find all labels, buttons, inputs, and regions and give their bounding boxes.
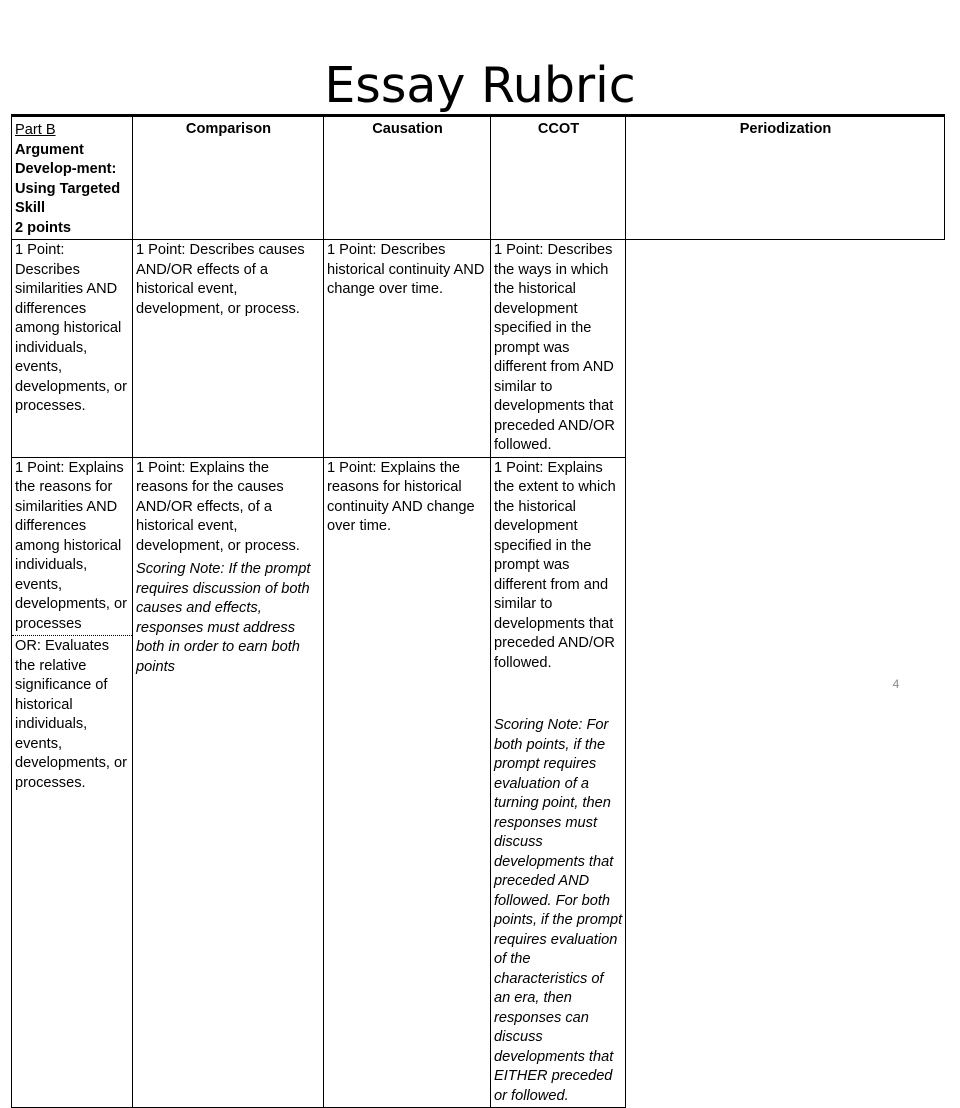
cell-causation-explain [133,457,324,1108]
column-header-comparison: Comparison [133,116,324,240]
header-row [12,116,945,240]
periodization-scoring-note: Scoring Note: For both points, if the prompt requires evaluation of a turning point, then responses must discuss developments that preceded AND followed. For both points, if the prompt requires evaluation of the characteristics of an era, then responses can discuss developments that EITHER preceded or followed. [494,717,623,1104]
skill-heading: Argument Develop-ment: Using Targeted Skill [15,141,121,216]
cell-ccot-describe: 1 Point: Describes historical continuity AND change over time. [324,240,491,458]
table-row [12,457,945,636]
cell-ccot-explain: 1 Point: Explains the reasons for historical continuity AND change over time. [324,457,491,1108]
column-header-causation: Causation [324,116,491,240]
cell-causation-describe: 1 Point: Describes causes AND/OR effects of a historical event, development, or process. [133,240,324,458]
periodization-explain-text: 1 Point: Explains the extent to which the historical development specified in the prompt was different from and similar to developments that preceded AND/OR followed. [494,459,616,671]
column-header-periodization: Periodization [626,116,945,240]
column-header-ccot: CCOT [491,116,626,240]
cell-comparison-evaluate: OR: Evaluates the relative significance of historical individuals, events, developments, or processes. [12,636,133,1108]
cell-periodization-explain [491,457,626,1108]
rubric-sidebar [12,116,133,240]
table-row [12,240,945,458]
causation-scoring-note: Scoring Note: If the prompt requires discussion of both causes and effects, responses must address both in order to earn both points [136,561,311,675]
cell-comparison-explain: 1 Point: Explains the reasons for similarities AND differences among historical individuals, events, developments, or processes [12,457,133,636]
cell-periodization-describe: 1 Point: Describes the ways in which the historical development specified in the prompt was different from AND similar to developments that preceded AND/OR followed. [491,240,626,458]
page-number: 4 [892,677,900,691]
page-title: Essay Rubric [324,57,636,114]
part-label: Part B [15,122,56,138]
points-label: 2 points [15,219,71,236]
cell-comparison-describe: 1 Point: Describes similarities AND differences among historical individuals, events, developments, or processes. [12,240,133,458]
rubric-table [11,114,945,1108]
causation-explain-text: 1 Point: Explains the reasons for the causes AND/OR effects, of a historical event, development, or process. [136,459,300,554]
